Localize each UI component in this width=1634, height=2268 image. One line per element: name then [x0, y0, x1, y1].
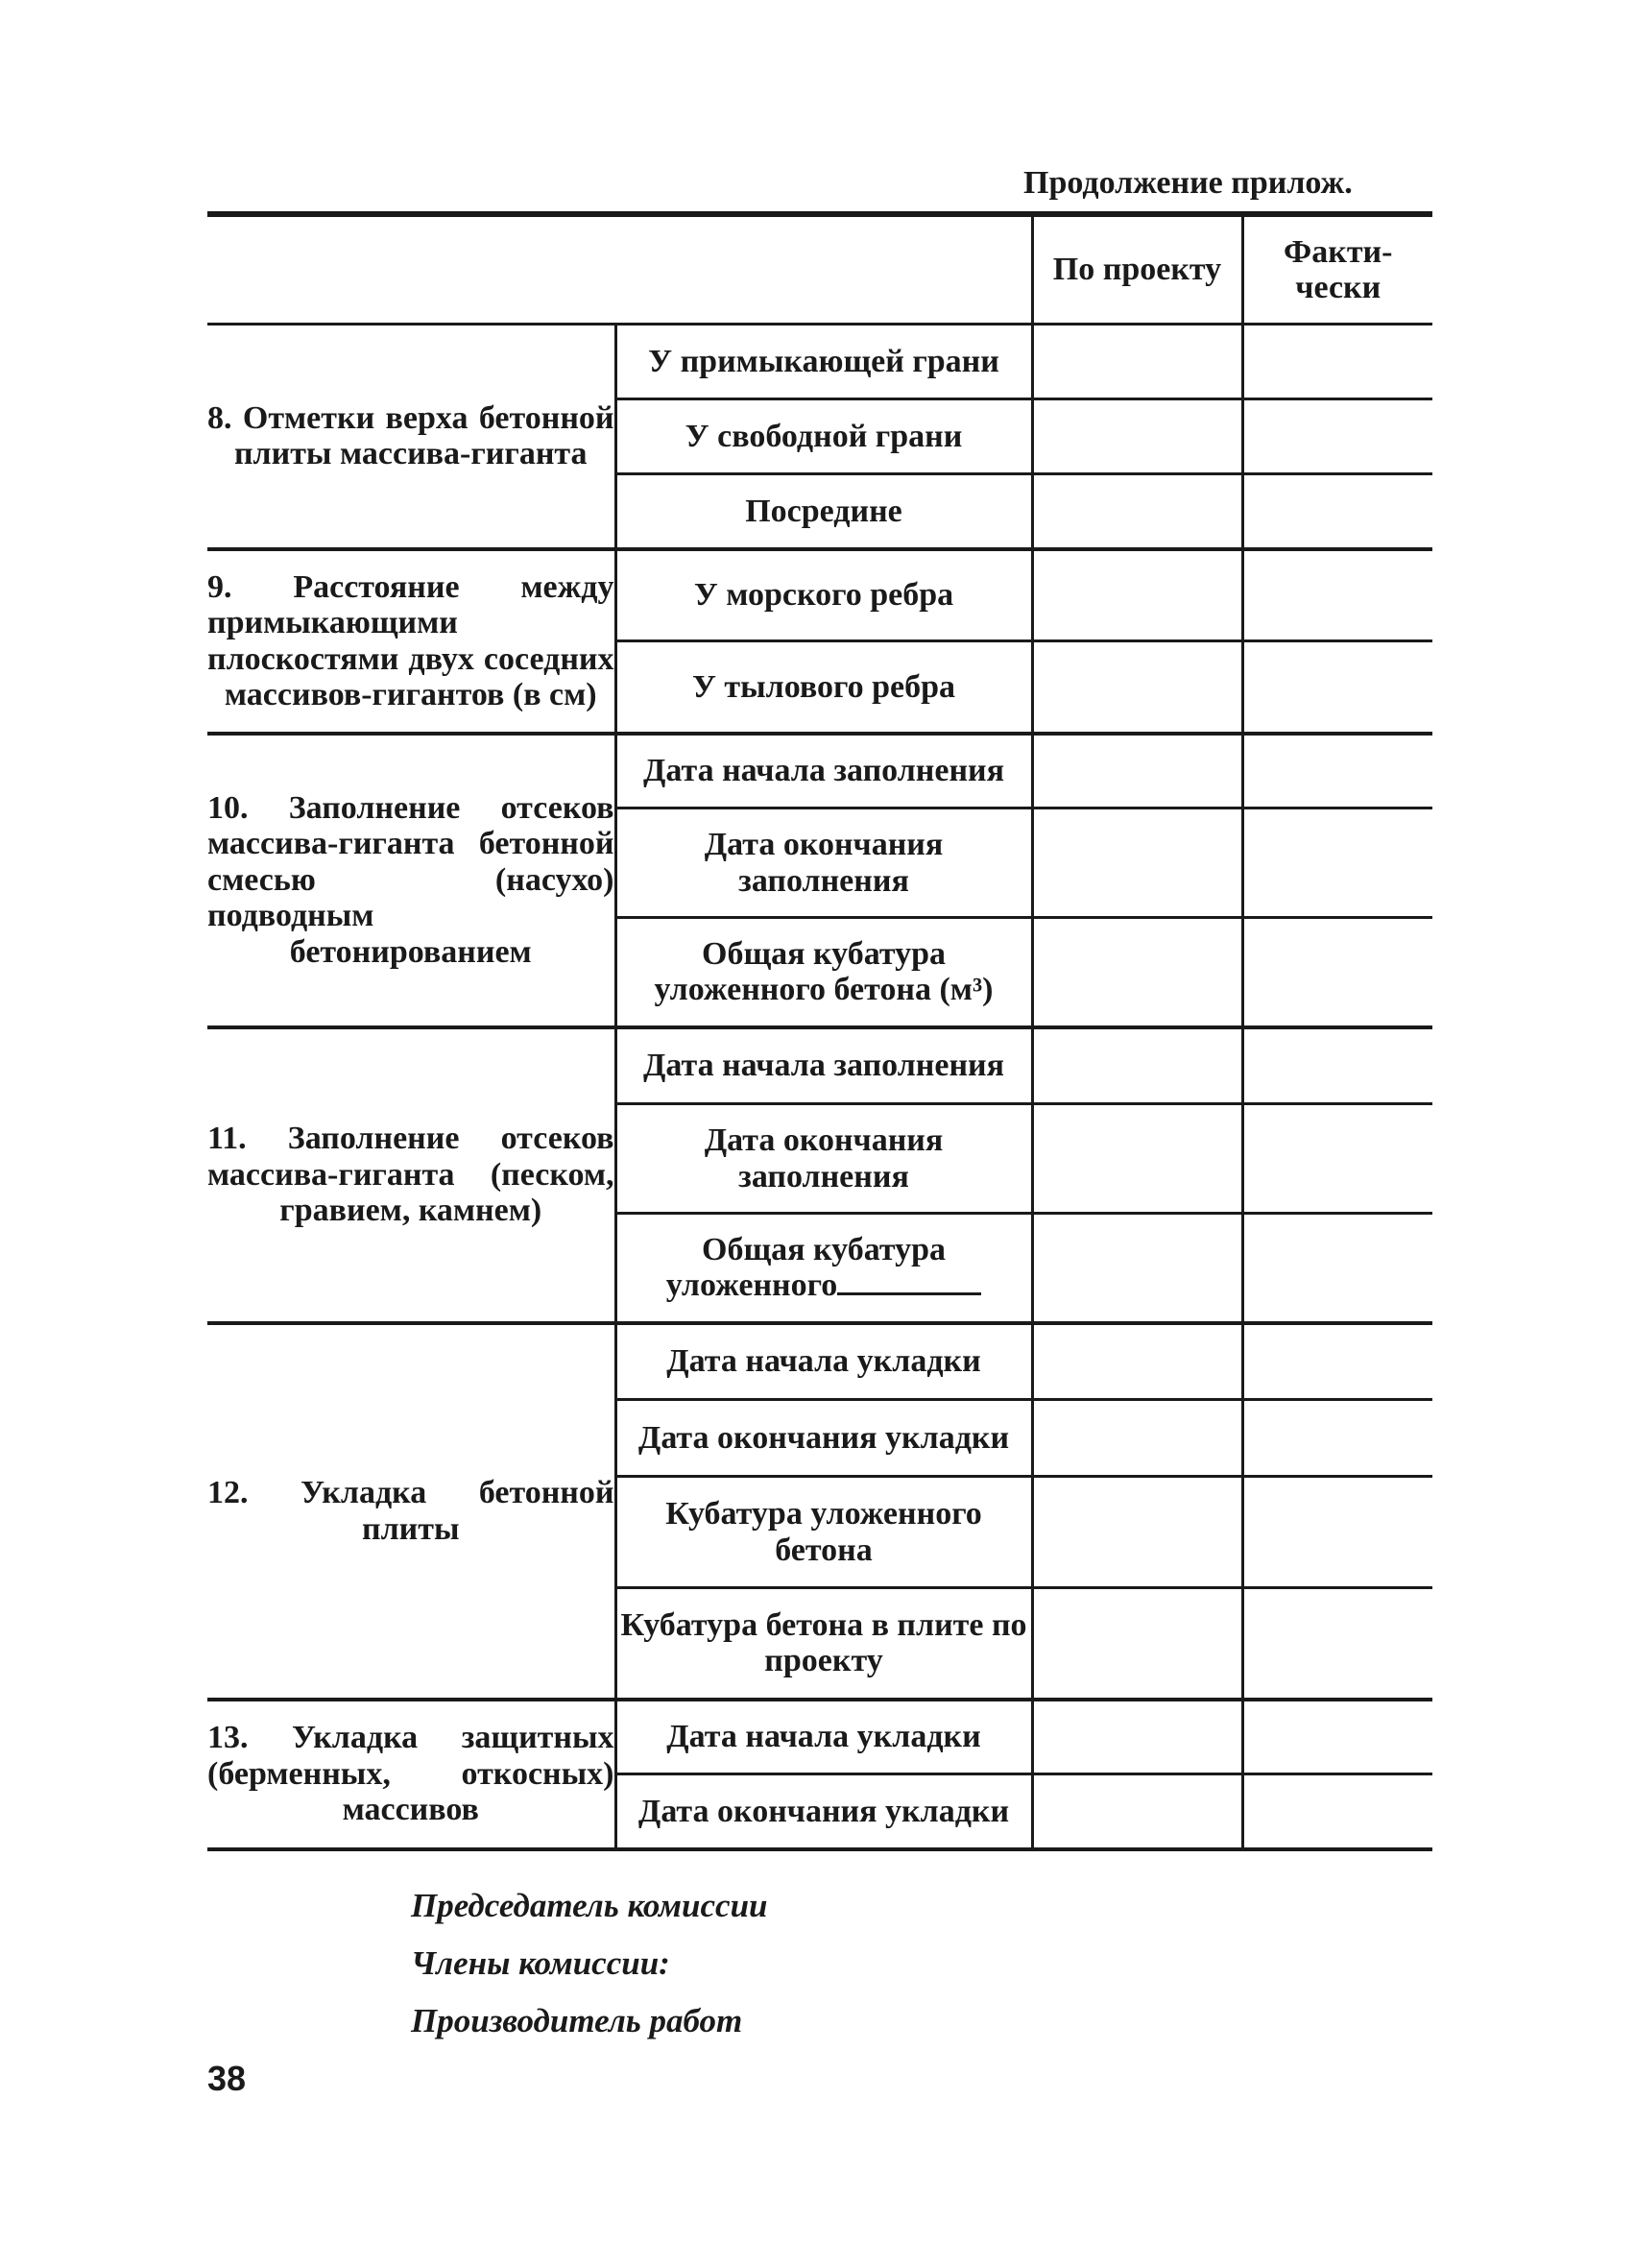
column-header-actual: [1242, 214, 1432, 325]
value-cell-project[interactable]: [1032, 549, 1242, 641]
value-cell-project[interactable]: [1032, 325, 1242, 399]
sub-item-label: Дата окончания укладки: [615, 1774, 1032, 1849]
sub-item-label: Дата начала укладки: [615, 1323, 1032, 1400]
table-header-row: [207, 214, 1432, 325]
value-cell-actual[interactable]: [1242, 399, 1432, 474]
item-label-11: 11. Заполнение отсеков массива-гиганта (песком, гравием, камнем): [207, 1027, 615, 1323]
sub-item-label: Дата начала заполнения: [615, 1027, 1032, 1104]
value-cell-project[interactable]: [1032, 399, 1242, 474]
sub-item-label: Посредине: [615, 474, 1032, 549]
signature-members: Члены комиссии:: [411, 1944, 670, 1982]
value-cell-actual[interactable]: [1242, 1774, 1432, 1849]
sub-item-label: У тылового ребра: [615, 641, 1032, 734]
sub-item-label: Дата начала укладки: [615, 1700, 1032, 1774]
column-header-actual-text: Факти- чески: [1284, 233, 1393, 305]
table-row: [207, 1700, 1432, 1774]
sub-item-label: Дата начала заполнения: [615, 734, 1032, 808]
signature-chairman: Председатель комиссии: [411, 1887, 768, 1924]
item-label-8: 8. Отметки верха бетонной плиты массива-гиганта: [207, 325, 615, 549]
value-cell-actual[interactable]: [1242, 1104, 1432, 1214]
value-cell-actual[interactable]: [1242, 474, 1432, 549]
value-cell-actual[interactable]: [1242, 1477, 1432, 1588]
value-cell-project[interactable]: [1032, 474, 1242, 549]
value-cell-actual[interactable]: [1242, 1700, 1432, 1774]
sub-item-label: Общая кубатура уложенного бетона (м³): [615, 918, 1032, 1027]
sub-item-label: Общая кубатура уложенного: [665, 1231, 946, 1304]
value-cell-project[interactable]: [1032, 1104, 1242, 1214]
acceptance-table: [207, 211, 1432, 1851]
value-cell-actual[interactable]: [1242, 325, 1432, 399]
column-header-project: По проекту: [1032, 214, 1242, 325]
value-cell-project[interactable]: [1032, 1588, 1242, 1700]
value-cell-actual[interactable]: [1242, 734, 1432, 808]
table-row: [207, 734, 1432, 808]
value-cell-actual[interactable]: [1242, 808, 1432, 918]
value-cell-actual[interactable]: [1242, 918, 1432, 1027]
sub-item-label: Кубатура уложенного бетона: [615, 1477, 1032, 1588]
value-cell-project[interactable]: [1032, 1027, 1242, 1104]
value-cell-project[interactable]: [1032, 1700, 1242, 1774]
value-cell-project[interactable]: [1032, 641, 1242, 734]
item-label-12: 12. Укладка бетонной плиты: [207, 1323, 615, 1700]
value-cell-actual[interactable]: [1242, 641, 1432, 734]
sub-item-label: У примыкающей грани: [615, 325, 1032, 399]
value-cell-project[interactable]: [1032, 918, 1242, 1027]
blank-underline: [837, 1292, 981, 1295]
value-cell-project[interactable]: [1032, 808, 1242, 918]
value-cell-project[interactable]: [1032, 1774, 1242, 1849]
value-cell-actual[interactable]: [1242, 1323, 1432, 1400]
value-cell-actual[interactable]: [1242, 1588, 1432, 1700]
value-cell-project[interactable]: [1032, 1400, 1242, 1477]
value-cell-actual[interactable]: [1242, 1400, 1432, 1477]
continuation-header: Продолжение прилож.: [1023, 165, 1353, 201]
table-row: [207, 1027, 1432, 1104]
value-cell-project[interactable]: [1032, 1477, 1242, 1588]
signature-block: [411, 1877, 768, 2050]
sub-item-label: Дата окончания заполнения: [615, 1104, 1032, 1214]
table-row: [207, 1323, 1432, 1400]
header-blank: [207, 214, 1032, 325]
value-cell-actual[interactable]: [1242, 1027, 1432, 1104]
value-cell-project[interactable]: [1032, 1323, 1242, 1400]
item-label-10: 10. Заполнение отсеков массива-гиганта бетонной смесью (насухо) подводным бетонированием: [207, 734, 615, 1027]
sub-item-cell: [615, 1214, 1032, 1323]
value-cell-project[interactable]: [1032, 1214, 1242, 1323]
sub-item-label: Дата окончания укладки: [615, 1400, 1032, 1477]
value-cell-actual[interactable]: [1242, 1214, 1432, 1323]
table-row: [207, 325, 1432, 399]
item-label-13: 13. Укладка защитных (берменных, откосных) массивов: [207, 1700, 615, 1849]
item-label-9: 9. Расстояние между примыкающими плоскостями двух соседних массивов-гигантов (в см): [207, 549, 615, 734]
value-cell-project[interactable]: [1032, 734, 1242, 808]
value-cell-actual[interactable]: [1242, 549, 1432, 641]
table-row: [207, 549, 1432, 641]
sub-item-label: У морского ребра: [615, 549, 1032, 641]
sub-item-label: У свободной грани: [615, 399, 1032, 474]
sub-item-label: Дата окончания заполнения: [615, 808, 1032, 918]
signature-work-manager: Производитель работ: [411, 2002, 743, 2039]
sub-item-label: Кубатура бетона в плите по проекту: [615, 1588, 1032, 1700]
page-number: 38: [207, 2059, 247, 2098]
